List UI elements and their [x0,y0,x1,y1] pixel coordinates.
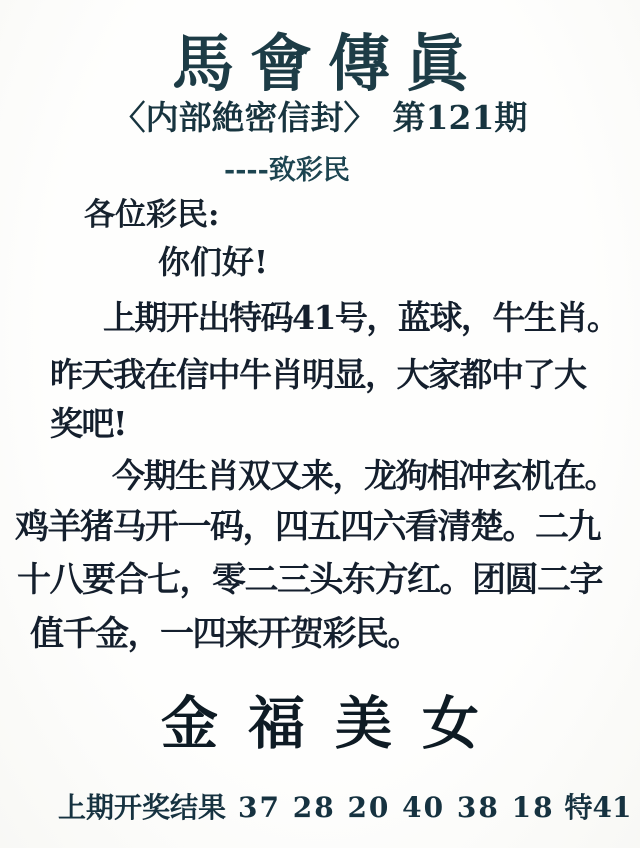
envelope-subtitle: 〈内部絶密信封〉 [112,98,377,137]
paragraph2-line3: 十八要合七，零二三头东方红。团圆二字 [17,560,602,600]
paragraph1-line2: 昨天我在信中牛肖明显，大家都中了大 [50,355,586,394]
salutation: 各位彩民: [84,197,220,233]
paragraph2-line2: 鸡羊猪马开一码，四五四六看清楚。二九 [15,507,600,547]
greeting: 你们好! [158,243,269,281]
signature: 金福美女 [161,690,509,757]
results-label: 上期开奖结果 [58,791,227,824]
page-title: 馬會傳眞 [171,27,484,100]
subtitle-row [0,92,640,139]
paragraph2-line4: 值千金，一四来开贺彩民。 [30,614,420,654]
addressee-line: ----致彩民 [224,155,350,186]
previous-results-line [58,786,632,826]
results-numbers: 37 28 20 40 38 18 [238,791,555,824]
paragraph1-line3: 奖吧! [50,404,126,443]
issue-number: 第121期 [392,98,528,137]
paragraph2-line1: 今期生肖双又来，龙狗相冲玄机在。 [112,456,616,495]
paragraph1-line1: 上期开出特码41号，蓝球，牛生肖。 [103,298,619,337]
results-special-number: 特41 [564,791,632,824]
